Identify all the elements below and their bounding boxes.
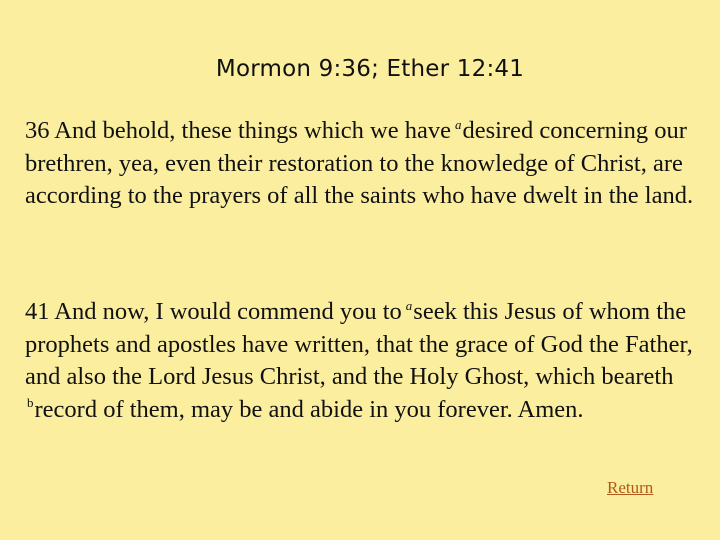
footnote-marker[interactable]: b <box>27 395 34 411</box>
verse-36 <box>25 115 705 213</box>
verse-text: record of them, may be and abide in you forever. Amen. <box>34 395 584 423</box>
footnote-marker[interactable]: a <box>405 297 413 313</box>
verse-text: And behold, these things which we have <box>54 117 451 144</box>
footnote-marker[interactable]: a <box>454 116 462 132</box>
verse-number: 41 <box>25 298 50 325</box>
verse-text: seek this Jesus of whom the prophets and apostles have written, that the grace of God the Father, and also the Lord Jesus Christ, and the Holy Ghost, which beareth <box>25 298 693 390</box>
verse-text: desired concerning our brethren, yea, even their restoration to the knowledge of Christ, are according to the prayers of all the saints who have dwelt in the land. <box>25 117 694 209</box>
return-link[interactable]: Return <box>607 478 654 497</box>
verse-41 <box>25 296 705 426</box>
verse-text: And now, I would commend you to <box>54 298 402 325</box>
verse-number: 36 <box>25 117 50 144</box>
page-title: Mormon 9:36; Ether 12:41 <box>215 56 525 82</box>
